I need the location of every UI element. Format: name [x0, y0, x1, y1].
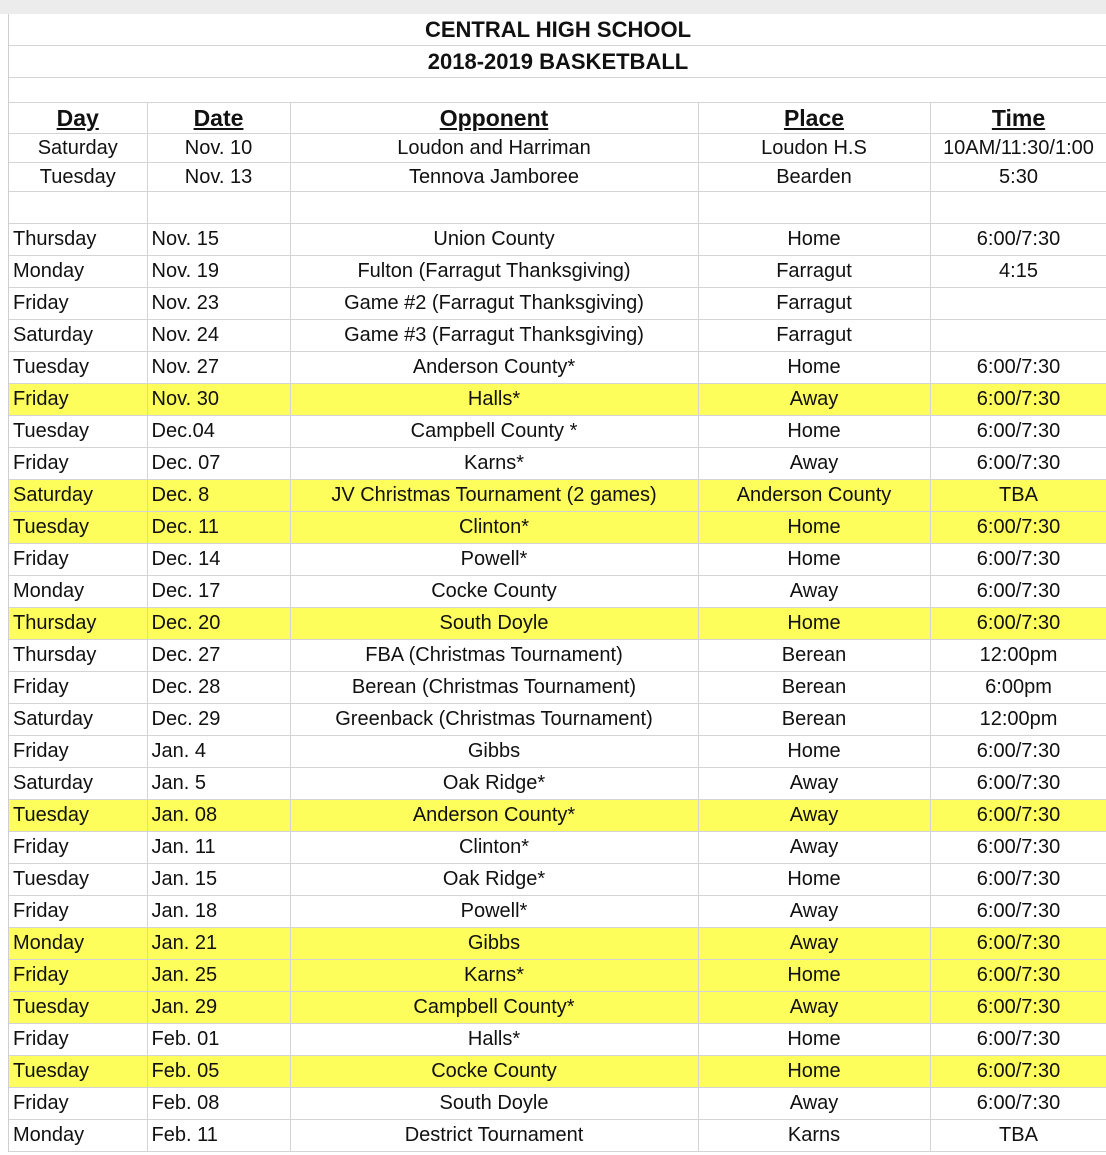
cell-opponent: Karns* [290, 960, 698, 992]
cell-place: Away [698, 1088, 930, 1120]
cell-time: 6:00/7:30 [930, 448, 1106, 480]
cell-place: Home [698, 608, 930, 640]
cell-opponent: Greenback (Christmas Tournament) [290, 704, 698, 736]
game-row [9, 1024, 1106, 1056]
cell-day: Tuesday [9, 1056, 147, 1088]
cell-time: 6:00/7:30 [930, 544, 1106, 576]
cell-place: Away [698, 768, 930, 800]
cell-time: 6:00/7:30 [930, 512, 1106, 544]
cell-opponent: Cocke County [290, 1056, 698, 1088]
cell-opponent: FBA (Christmas Tournament) [290, 640, 698, 672]
cell-opponent: Powell* [290, 896, 698, 928]
cell-opponent: Powell* [290, 544, 698, 576]
cell-place: Away [698, 896, 930, 928]
column-header-row [9, 103, 1106, 134]
cell-day: Tuesday [9, 864, 147, 896]
cell-place: Karns [698, 1120, 930, 1152]
cell-date: Nov. 27 [147, 352, 290, 384]
cell-time: 6:00/7:30 [930, 800, 1106, 832]
cell-opponent: JV Christmas Tournament (2 games) [290, 480, 698, 512]
game-row [9, 224, 1106, 256]
cell-time: 6:00/7:30 [930, 1088, 1106, 1120]
game-row [9, 1088, 1106, 1120]
preseason-row [9, 134, 1106, 163]
cell-day: Friday [9, 1024, 147, 1056]
cell-date: Feb. 11 [147, 1120, 290, 1152]
cell-time: 6:00/7:30 [930, 608, 1106, 640]
cell-place: Bearden [698, 163, 930, 192]
cell-date: Feb. 01 [147, 1024, 290, 1056]
cell-time: 6:00/7:30 [930, 416, 1106, 448]
cell-place: Away [698, 928, 930, 960]
cell-date: Feb. 05 [147, 1056, 290, 1088]
game-row [9, 448, 1106, 480]
cell-place: Farragut [698, 320, 930, 352]
cell-day: Saturday [9, 480, 147, 512]
game-row [9, 1120, 1106, 1152]
empty-cell [290, 192, 698, 224]
cell-date: Nov. 10 [147, 134, 290, 163]
cell-date: Dec. 17 [147, 576, 290, 608]
cell-place: Home [698, 736, 930, 768]
cell-opponent: Gibbs [290, 928, 698, 960]
cell-opponent: Halls* [290, 384, 698, 416]
cell-day: Friday [9, 1088, 147, 1120]
cell-time: 12:00pm [930, 704, 1106, 736]
cell-day: Friday [9, 672, 147, 704]
cell-time: 5:30 [930, 163, 1106, 192]
game-row [9, 832, 1106, 864]
cell-place: Farragut [698, 288, 930, 320]
schedule-table [9, 103, 1106, 1152]
cell-day: Tuesday [9, 992, 147, 1024]
cell-opponent: Destrict Tournament [290, 1120, 698, 1152]
cell-time: 6:00/7:30 [930, 960, 1106, 992]
cell-date: Dec. 29 [147, 704, 290, 736]
empty-cell [930, 192, 1106, 224]
cell-date: Feb. 08 [147, 1088, 290, 1120]
cell-day: Friday [9, 448, 147, 480]
cell-opponent: Fulton (Farragut Thanksgiving) [290, 256, 698, 288]
cell-date: Jan. 25 [147, 960, 290, 992]
cell-place: Loudon H.S [698, 134, 930, 163]
cell-day: Monday [9, 1120, 147, 1152]
cell-place: Berean [698, 640, 930, 672]
column-header-day: Day [9, 103, 147, 134]
cell-place: Away [698, 448, 930, 480]
cell-date: Dec. 07 [147, 448, 290, 480]
cell-date: Jan. 21 [147, 928, 290, 960]
cell-day: Friday [9, 896, 147, 928]
cell-time: 6:00/7:30 [930, 896, 1106, 928]
cell-place: Away [698, 576, 930, 608]
cell-day: Tuesday [9, 512, 147, 544]
game-row [9, 800, 1106, 832]
cell-place: Anderson County [698, 480, 930, 512]
empty-cell [698, 192, 930, 224]
cell-place: Home [698, 864, 930, 896]
cell-time: 6:00/7:30 [930, 224, 1106, 256]
cell-opponent: Gibbs [290, 736, 698, 768]
cell-opponent: Clinton* [290, 832, 698, 864]
cell-date: Dec. 27 [147, 640, 290, 672]
game-row [9, 992, 1106, 1024]
cell-opponent: Oak Ridge* [290, 864, 698, 896]
cell-time: 10AM/11:30/1:00 [930, 134, 1106, 163]
game-row [9, 320, 1106, 352]
cell-day: Tuesday [9, 416, 147, 448]
cell-day: Monday [9, 256, 147, 288]
cell-day: Friday [9, 384, 147, 416]
cell-place: Berean [698, 704, 930, 736]
game-row [9, 384, 1106, 416]
cell-day: Saturday [9, 768, 147, 800]
game-row [9, 512, 1106, 544]
cell-date: Nov. 19 [147, 256, 290, 288]
game-row [9, 544, 1106, 576]
cell-place: Berean [698, 672, 930, 704]
cell-day: Friday [9, 960, 147, 992]
window-top-bar [0, 0, 1106, 14]
preseason-row [9, 163, 1106, 192]
cell-time: 6:00/7:30 [930, 768, 1106, 800]
column-header-opponent: Opponent [290, 103, 698, 134]
cell-place: Away [698, 384, 930, 416]
game-row [9, 1056, 1106, 1088]
cell-time: 12:00pm [930, 640, 1106, 672]
cell-date: Dec. 20 [147, 608, 290, 640]
cell-date: Jan. 4 [147, 736, 290, 768]
cell-opponent: Game #3 (Farragut Thanksgiving) [290, 320, 698, 352]
cell-place: Home [698, 544, 930, 576]
cell-date: Dec. 28 [147, 672, 290, 704]
cell-date: Nov. 30 [147, 384, 290, 416]
cell-day: Friday [9, 736, 147, 768]
cell-place: Home [698, 1024, 930, 1056]
cell-place: Away [698, 800, 930, 832]
cell-time: 6:00/7:30 [930, 384, 1106, 416]
cell-day: Friday [9, 544, 147, 576]
cell-date: Nov. 15 [147, 224, 290, 256]
cell-day: Thursday [9, 224, 147, 256]
cell-place: Home [698, 960, 930, 992]
school-title: CENTRAL HIGH SCHOOL [9, 14, 1106, 46]
cell-time: 6:00/7:30 [930, 1056, 1106, 1088]
cell-time: 6:00/7:30 [930, 576, 1106, 608]
cell-time: 6:00/7:30 [930, 1024, 1106, 1056]
game-row [9, 288, 1106, 320]
cell-opponent: Karns* [290, 448, 698, 480]
cell-opponent: Union County [290, 224, 698, 256]
cell-date: Jan. 18 [147, 896, 290, 928]
cell-day: Saturday [9, 134, 147, 163]
cell-place: Farragut [698, 256, 930, 288]
blank-row [9, 78, 1106, 103]
cell-opponent: Oak Ridge* [290, 768, 698, 800]
cell-date: Nov. 23 [147, 288, 290, 320]
cell-time: 6:00/7:30 [930, 992, 1106, 1024]
cell-time: 6:00/7:30 [930, 736, 1106, 768]
cell-date: Dec. 14 [147, 544, 290, 576]
game-row [9, 928, 1106, 960]
cell-opponent: South Doyle [290, 1088, 698, 1120]
cell-place: Home [698, 352, 930, 384]
cell-opponent: Halls* [290, 1024, 698, 1056]
game-row [9, 736, 1106, 768]
game-row [9, 608, 1106, 640]
game-row [9, 768, 1106, 800]
cell-time [930, 288, 1106, 320]
cell-date: Jan. 11 [147, 832, 290, 864]
cell-day: Tuesday [9, 352, 147, 384]
cell-time: 6:00pm [930, 672, 1106, 704]
cell-time [930, 320, 1106, 352]
game-row [9, 576, 1106, 608]
cell-opponent: Berean (Christmas Tournament) [290, 672, 698, 704]
cell-place: Home [698, 512, 930, 544]
game-row [9, 640, 1106, 672]
cell-place: Away [698, 832, 930, 864]
cell-day: Monday [9, 928, 147, 960]
cell-place: Home [698, 1056, 930, 1088]
cell-opponent: Cocke County [290, 576, 698, 608]
cell-time: 6:00/7:30 [930, 352, 1106, 384]
game-row [9, 256, 1106, 288]
game-row [9, 864, 1106, 896]
cell-opponent: Anderson County* [290, 352, 698, 384]
game-row [9, 416, 1106, 448]
cell-time: 6:00/7:30 [930, 928, 1106, 960]
cell-time: 6:00/7:30 [930, 832, 1106, 864]
column-header-date: Date [147, 103, 290, 134]
schedule-sheet [8, 14, 1106, 1152]
game-row [9, 896, 1106, 928]
game-row [9, 480, 1106, 512]
cell-time: 6:00/7:30 [930, 864, 1106, 896]
cell-opponent: South Doyle [290, 608, 698, 640]
cell-opponent: Campbell County * [290, 416, 698, 448]
cell-date: Nov. 24 [147, 320, 290, 352]
game-row [9, 672, 1106, 704]
cell-opponent: Loudon and Harriman [290, 134, 698, 163]
cell-day: Friday [9, 288, 147, 320]
cell-day: Tuesday [9, 800, 147, 832]
cell-day: Friday [9, 832, 147, 864]
cell-date: Dec.04 [147, 416, 290, 448]
game-row [9, 704, 1106, 736]
cell-opponent: Tennova Jamboree [290, 163, 698, 192]
cell-date: Jan. 5 [147, 768, 290, 800]
cell-date: Jan. 29 [147, 992, 290, 1024]
column-header-place: Place [698, 103, 930, 134]
cell-time: 4:15 [930, 256, 1106, 288]
cell-day: Monday [9, 576, 147, 608]
column-header-time: Time [930, 103, 1106, 134]
cell-date: Dec. 8 [147, 480, 290, 512]
cell-opponent: Campbell County* [290, 992, 698, 1024]
cell-day: Thursday [9, 608, 147, 640]
cell-opponent: Clinton* [290, 512, 698, 544]
cell-time: TBA [930, 1120, 1106, 1152]
cell-date: Jan. 15 [147, 864, 290, 896]
cell-time: TBA [930, 480, 1106, 512]
cell-day: Saturday [9, 704, 147, 736]
cell-day: Tuesday [9, 163, 147, 192]
cell-date: Nov. 13 [147, 163, 290, 192]
spacer-row [9, 192, 1106, 224]
empty-cell [147, 192, 290, 224]
season-title: 2018-2019 BASKETBALL [9, 46, 1106, 78]
cell-day: Thursday [9, 640, 147, 672]
cell-date: Dec. 11 [147, 512, 290, 544]
game-row [9, 352, 1106, 384]
cell-place: Away [698, 992, 930, 1024]
cell-place: Home [698, 416, 930, 448]
cell-place: Home [698, 224, 930, 256]
cell-opponent: Anderson County* [290, 800, 698, 832]
game-row [9, 960, 1106, 992]
empty-cell [9, 192, 147, 224]
cell-date: Jan. 08 [147, 800, 290, 832]
cell-opponent: Game #2 (Farragut Thanksgiving) [290, 288, 698, 320]
cell-day: Saturday [9, 320, 147, 352]
